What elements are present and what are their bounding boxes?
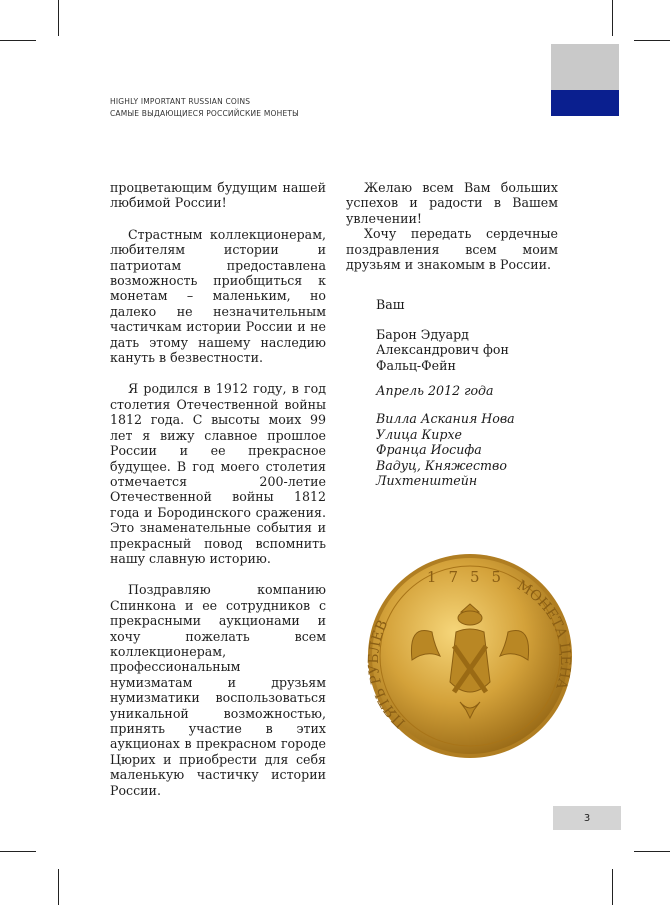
signature-address: Вадуц, Княжество bbox=[376, 457, 507, 473]
signature-address: Вилла Аскания Нова bbox=[376, 410, 515, 426]
section-tab-gray bbox=[551, 44, 619, 90]
paragraph: Хочу передать сердечные поздравления всем моим друзьям и знакомым в России. bbox=[346, 226, 558, 273]
paragraph: процветающим будущим нашей любимой России! bbox=[110, 180, 326, 211]
crop-mark bbox=[634, 851, 670, 852]
crop-mark bbox=[612, 869, 613, 905]
coin-year: 1755 bbox=[426, 568, 514, 586]
crop-mark bbox=[0, 40, 36, 41]
gold-coin-image bbox=[366, 552, 574, 760]
header-line-en: HIGHLY IMPORTANT RUSSIAN COINS bbox=[110, 97, 251, 106]
signature-name: Барон Эдуард bbox=[376, 326, 469, 342]
signature-name: Александрович фон bbox=[376, 342, 509, 358]
signature-name: Фальц-Фейн bbox=[376, 357, 456, 373]
signature-date: Апрель 2012 года bbox=[376, 383, 494, 399]
crop-mark bbox=[612, 0, 613, 36]
signature-address: Улица Кирхе bbox=[376, 426, 463, 442]
crop-mark bbox=[0, 851, 36, 852]
running-header bbox=[110, 96, 299, 120]
header-line-ru: САМЫЕ ВЫДАЮЩИЕСЯ РОССИЙСКИЕ МОНЕТЫ bbox=[110, 109, 299, 118]
paragraph: Я родился в 1912 году, в год столетия Отечественной войны 1812 года. С высоты моих 99 лет я вижу славное прошлое России и ее прекрасное будущее. В год моего столетия отмечается 200-летие Отечественной войны 1812 года и Бородинского сражения. Это знаменательные события и прекрасный повод вспомнить нашу славную историю. bbox=[110, 381, 326, 566]
right-column bbox=[346, 180, 558, 272]
crop-mark bbox=[634, 40, 670, 41]
crop-mark bbox=[58, 869, 59, 905]
coin-legend-left: ПЯТЬ РУБЛЕВ bbox=[366, 617, 409, 731]
paragraph: Желаю всем Вам больших успехов и радости в Вашем увлечении! bbox=[346, 180, 558, 226]
page-number: 3 bbox=[553, 806, 621, 830]
left-column bbox=[110, 180, 326, 798]
signature-address: Лихтенштейн bbox=[376, 473, 478, 489]
signature-block bbox=[376, 297, 515, 489]
coin-legend-right: МОНЕТА ЦЕНА bbox=[514, 577, 574, 692]
paragraph: Страстным коллекционерам, любителям истории и патриотам предоставлена возможность приобщиться к монетам – маленьким, но далеко не незначительным частичкам истории России и не дать этому нашему наследию кануть в безвестности. bbox=[110, 226, 326, 366]
section-tab-blue bbox=[551, 90, 619, 116]
crop-mark bbox=[58, 0, 59, 36]
paragraph: Поздравляю компанию Спинкона и ее сотрудников с прекрасными аукционами и хочу пожелать всем коллекционерам, профессиональным нумизматам и друзьям нумизматики воспользоваться уникальной возможностью, принять участие в этих аукционах в прекрасном городе Цюрих и приобрести для себя маленькую частичку истории России. bbox=[110, 582, 326, 798]
signature-closing: Ваш bbox=[376, 297, 405, 312]
signature-address: Франца Иосифа bbox=[376, 442, 482, 458]
